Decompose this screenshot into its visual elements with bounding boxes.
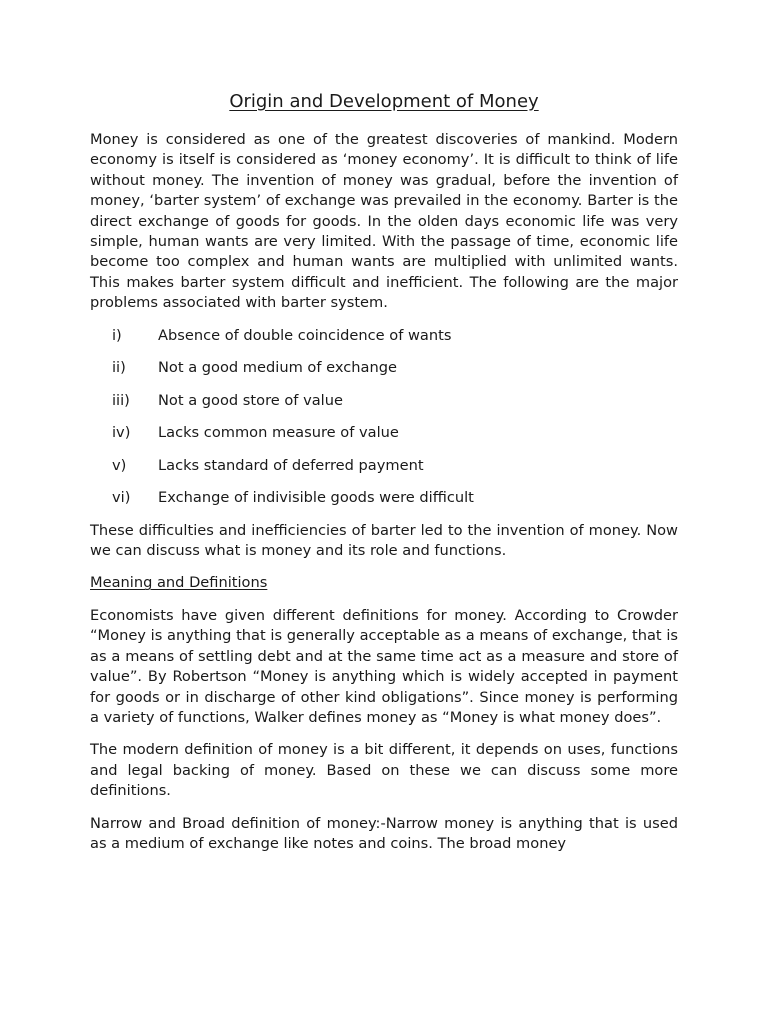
list-item — [90, 423, 678, 443]
barter-problems-list — [90, 326, 678, 509]
list-item-text: Not a good medium of exchange — [158, 359, 397, 377]
list-item-number: iv) — [112, 424, 131, 442]
list-item — [90, 326, 678, 346]
list-item-text: Not a good store of value — [158, 391, 343, 409]
after-list-paragraph: These difficulties and inefficiencies of barter led to the invention of money. Now we can discuss what is money and its role and functions. — [90, 521, 678, 560]
document-page — [90, 90, 678, 866]
list-item-number: v) — [112, 456, 127, 474]
section-heading: Meaning and Definitions — [90, 574, 268, 592]
list-item-number: iii) — [112, 391, 130, 409]
definitions-paragraph: Economists have given different definitions for money. According to Crowder “Money is anything that is generally acceptable as a means of exchange, that is as a means of settling debt and at the same time act as a measure and store of value”. By Robertson “Money is anything which is widely accepted in payment for goods or in discharge of other kind obligations”. Since money is performing a variety of functions, Walker defines money as “Money is what money does”. — [90, 606, 678, 726]
list-item-text: Lacks common measure of value — [158, 424, 399, 442]
narrow-broad-paragraph: Narrow and Broad definition of money:-Narrow money is anything that is used as a medium of exchange like notes and coins. The broad money — [90, 814, 678, 852]
list-item-number: vi) — [112, 489, 131, 507]
list-item — [90, 488, 678, 508]
list-item-text: Lacks standard of deferred payment — [158, 456, 424, 474]
list-item-number: i) — [112, 326, 122, 344]
list-item-text: Exchange of indivisible goods were difficult — [158, 489, 474, 507]
document-title: Origin and Development of Money — [229, 91, 539, 112]
list-item-number: ii) — [112, 359, 126, 377]
list-item — [90, 358, 678, 378]
list-item-text: Absence of double coincidence of wants — [158, 326, 452, 344]
list-item — [90, 456, 678, 476]
intro-paragraph: Money is considered as one of the greatest discoveries of mankind. Modern economy is itself is considered as ‘money economy’. It is difficult to think of life without money. The invention of money was gradual, before the invention of money, ‘barter system’ of exchange was prevailed in the economy. Barter is the direct exchange of goods for goods. In the olden days economic life was very simple, human wants are very limited. With the passage of time, economic life become too complex and human wants are multiplied with unlimited wants. This makes barter system difficult and inefficient. The following are the major problems associated with barter system. — [90, 131, 678, 312]
modern-definition-paragraph: The modern definition of money is a bit different, it depends on uses, functions and legal backing of money. Based on these we can discuss some more definitions. — [90, 741, 678, 800]
list-item — [90, 391, 678, 411]
